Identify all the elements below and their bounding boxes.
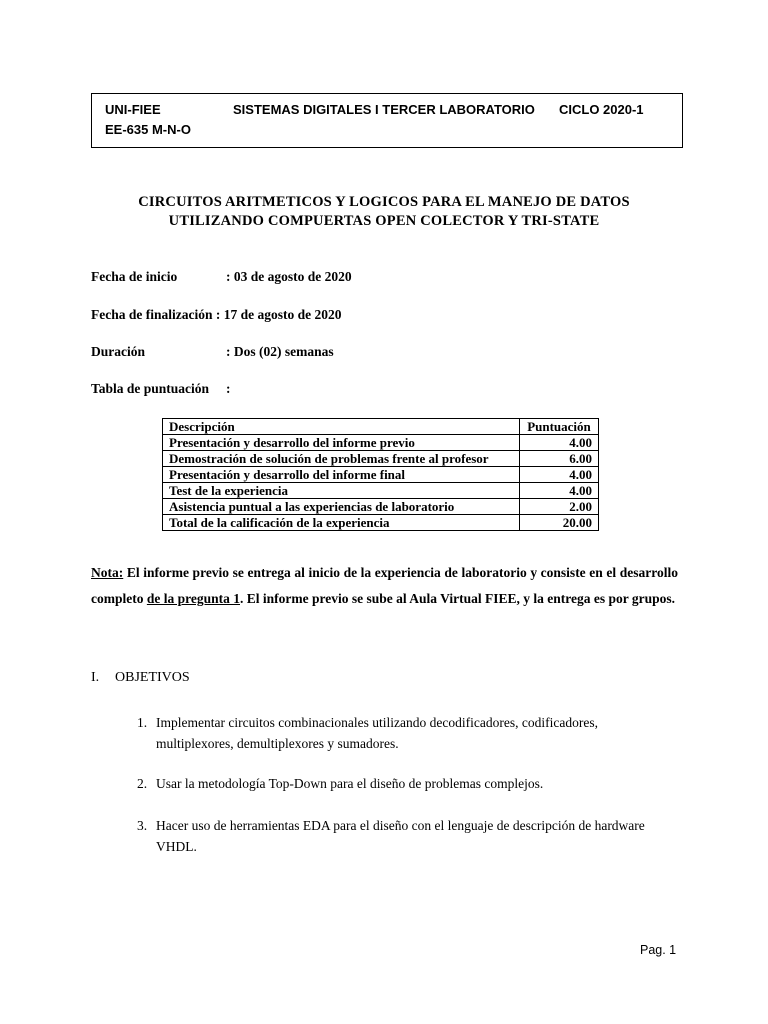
header-org: UNI-FIEE — [105, 102, 161, 117]
list-item-text: Hacer uso de herramientas EDA para el diseño con el lenguaje de descripción de hardware VHDL. — [156, 818, 645, 854]
list-item-text: Usar la metodología Top-Down para el diseño de problemas complejos. — [156, 776, 544, 791]
table-cell-score: 20.00 — [520, 515, 599, 531]
table-cell-description: Test de la experiencia — [163, 483, 520, 499]
header-course-code: EE-635 M-N-O — [105, 122, 191, 137]
table-row — [163, 499, 599, 515]
list-item — [137, 773, 667, 794]
list-item-number: 1. — [137, 715, 148, 730]
table-row-total — [163, 515, 599, 531]
note-paragraph — [91, 560, 678, 612]
table-row — [163, 467, 599, 483]
section-title: OBJETIVOS — [115, 670, 190, 685]
start-date-field — [91, 269, 352, 285]
list-item-number: 2. — [137, 776, 148, 791]
note-text-1: El informe previo se entrega al inicio de la experiencia de laboratorio y consiste en el desarrollo completo — [91, 565, 678, 606]
table-cell-description: Total de la calificación de la experiencia — [163, 515, 520, 531]
table-row — [163, 451, 599, 467]
list-item — [137, 815, 667, 857]
header-cycle: CICLO 2020-1 — [559, 102, 644, 117]
score-table-label: Tabla de puntuación — [91, 381, 210, 396]
start-date-label: Fecha de inicio — [91, 269, 178, 284]
list-item — [137, 712, 667, 754]
page-number: Pag. 1 — [640, 943, 677, 957]
score-table-header-row — [163, 419, 599, 435]
score-table-header-score: Puntuación — [520, 419, 599, 435]
score-table-field — [91, 381, 231, 397]
table-cell-score: 2.00 — [520, 499, 599, 515]
table-cell-description: Demostración de solución de problemas frente al profesor — [163, 451, 520, 467]
duration-value: : Dos (02) semanas — [226, 344, 334, 359]
duration-label: Duración — [91, 344, 145, 359]
table-row — [163, 435, 599, 451]
section-heading-objectives — [91, 670, 190, 686]
section-number: I. — [91, 670, 100, 685]
note-label: Nota: — [91, 565, 124, 580]
document-title-line-2: UTILIZANDO COMPUERTAS OPEN COLECTOR Y TRI-STATE — [168, 213, 600, 229]
table-row — [163, 483, 599, 499]
score-table-colon: : — [226, 381, 231, 396]
score-table-header-description: Descripción — [163, 419, 520, 435]
table-cell-score: 6.00 — [520, 451, 599, 467]
table-cell-score: 4.00 — [520, 435, 599, 451]
header-lab-title: SISTEMAS DIGITALES I TERCER LABORATORIO — [233, 102, 535, 117]
table-cell-description: Presentación y desarrollo del informe previo — [163, 435, 520, 451]
document-header-box — [91, 93, 683, 148]
document-title — [0, 193, 768, 231]
list-item-number: 3. — [137, 818, 148, 833]
table-cell-description: Presentación y desarrollo del informe final — [163, 467, 520, 483]
note-question-reference: de la pregunta 1 — [146, 591, 240, 606]
duration-field — [91, 344, 334, 360]
list-item-text: Implementar circuitos combinacionales utilizando decodificadores, codificadores, multiplexores, demultiplexores y sumadores. — [156, 715, 598, 751]
score-table — [162, 418, 599, 531]
note-text-2: . El informe previo se sube al Aula Virtual FIEE, y la entrega es por grupos. — [240, 591, 676, 606]
document-title-line-1: CIRCUITOS ARITMETICOS Y LOGICOS PARA EL MANEJO DE DATOS — [138, 194, 630, 210]
table-cell-score: 4.00 — [520, 483, 599, 499]
start-date-value: : 03 de agosto de 2020 — [226, 269, 352, 284]
table-cell-score: 4.00 — [520, 467, 599, 483]
end-date-field — [91, 307, 341, 323]
end-date-label: Fecha de finalización : 17 de agosto de 2020 — [91, 307, 342, 322]
table-cell-description: Asistencia puntual a las experiencias de laboratorio — [163, 499, 520, 515]
